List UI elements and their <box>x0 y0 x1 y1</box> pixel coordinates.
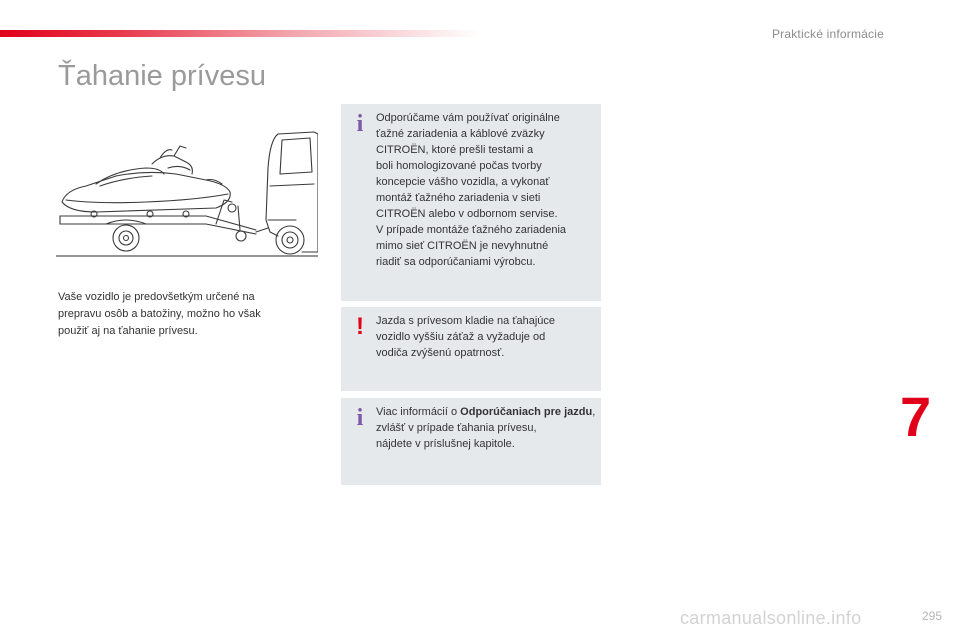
info-box-recommendation <box>341 104 601 301</box>
section-header: Praktické informácie <box>771 27 884 41</box>
info-icon: i <box>356 111 364 137</box>
trailer-towing-illustration <box>56 128 318 260</box>
page-number: 295 <box>921 609 942 623</box>
warning-box-text: Jazda s prívesom kladie na ťahajúce vozidlo vyššiu záťaž a vyžaduje od vodiča zvýšenú opatrnosť. <box>376 315 556 359</box>
reference-link-text: Odporúčaniach pre jazdu <box>460 406 593 418</box>
reference-text-before: Viac informácií o <box>376 406 461 418</box>
watermark: carmanualsonline.info <box>680 608 862 628</box>
info-box-text <box>376 404 598 452</box>
info-icon: i <box>356 405 364 431</box>
intro-paragraph: Vaše vozidlo je predovšetkým určené na prepravu osôb a batožiny, možno ho však použiť aj na ťahanie prívesu. <box>58 291 261 337</box>
reference-text-after: , zvlášť v prípade ťahania prívesu, nájdete v príslušnej kapitole. <box>376 406 596 450</box>
warning-icon: ! <box>356 313 364 340</box>
chapter-number: 7 <box>900 385 932 448</box>
info-box-reference <box>341 398 601 485</box>
page-title: Ťahanie prívesu <box>58 60 266 92</box>
info-box-text: Odporúčame vám používať originálne ťažné zariadenia a káblové zväzky CITROËN, ktoré prešli testami a boli homologizované počas tvorby koncepcie vášho vozidla, a vykonať montáž ťažného zariadenia v sieti CITROËN alebo v odbornom servise. V prípade montáže ťažného zariadenia mimo sieť CITROËN je nevyhnutné riadiť sa odporúčaniami výrobcu. <box>376 112 567 268</box>
warning-box <box>341 307 601 391</box>
header-accent-bar <box>0 30 480 37</box>
